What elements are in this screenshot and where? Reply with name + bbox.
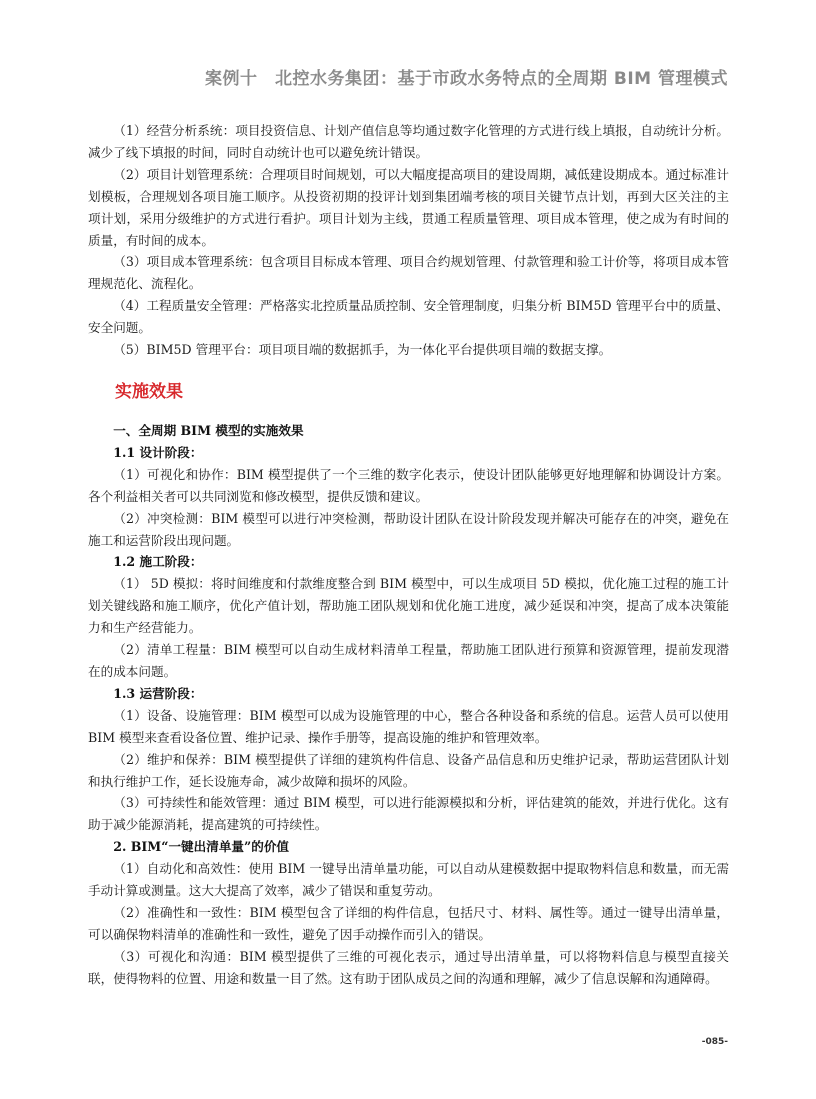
paragraph: （3）可视化和沟通：BIM 模型提供了三维的可视化表示，通过导出清单量，可以将物料信息与模型直接关联，使得物料的位置、用途和数量一目了然。这有助于团队成员之间的沟通和理解，减少了信息误解和沟通障碍。: [88, 948, 729, 986]
paragraph: （2）维护和保养：BIM 模型提供了详细的建筑构件信息、设备产品信息和历史维护记录，帮助运营团队计划和执行维护工作，延长设施寿命，减少故障和损坏的风险。: [88, 751, 729, 789]
page-number: -085-: [701, 1037, 728, 1047]
paragraph: （1）可视化和协作：BIM 模型提供了一个三维的数字化表示，使设计团队能够更好地理解和协调设计方案。各个利益相关者可以共同浏览和修改模型，提供反馈和建议。: [88, 466, 729, 504]
subsection-heading: 1.1 设计阶段：: [113, 444, 203, 460]
subsection-heading: 一、全周期 BIM 模型的实施效果: [113, 423, 304, 438]
paragraph: （1）自动化和高效性：使用 BIM 一键导出清单量功能，可以自动从建模数据中提取物料信息和数量，而无需手动计算或测量。这大大提高了效率，减少了错误和重复劳动。: [88, 861, 729, 899]
paragraph: （2）清单工程量：BIM 模型可以自动生成材料清单工程量，帮助施工团队进行预算和资源管理，提前发现潜在的成本问题。: [88, 642, 729, 679]
intro-block: [88, 120, 729, 361]
section-title: 实施效果: [115, 382, 183, 402]
paragraph: （1）经营分析系统：项目投资信息、计划产值信息等均通过数字化管理的方式进行线上填报，自动统计分析。减少了线下填报的时间，同时自动统计也可以避免统计错误。: [88, 123, 729, 160]
effects-block: [88, 420, 729, 990]
paragraph: （3）可持续性和能效管理：通过 BIM 模型，可以进行能源模拟和分析，评估建筑的能效，并进行优化。这有助于减少能源消耗，提高建筑的可持续性。: [88, 795, 729, 833]
paragraph: （3）项目成本管理系统：包含项目目标成本管理、项目合约规划管理、付款管理和验工计价等，将项目成本管理规范化、流程化。: [88, 254, 729, 292]
subsection-heading: 1.3 运营阶段：: [113, 685, 203, 701]
paragraph: （4）工程质量安全管理：严格落实北控质量品质控制、安全管理制度，归集分析 BIM5D 管理平台中的质量、安全问题。: [88, 298, 729, 336]
paragraph: （1） 5D 模拟：将时间维度和付款维度整合到 BIM 模型中，可以生成项目 5D 模拟，优化施工过程的施工计划关键线路和施工顺序，优化产值计划，帮助施工团队规划和优化施工进度，减少延误和冲突，提高了成本决策能力和生产经营能力。: [88, 576, 729, 636]
paragraph: （2）准确性和一致性：BIM 模型包含了详细的构件信息，包括尺寸、材料、属性等。通过一键导出清单量，可以确保物料清单的准确性和一致性，避免了因手动操作而引入的错误。: [88, 904, 729, 942]
paragraph: （5）BIM5D 管理平台：项目项目端的数据抓手，为一体化平台提供项目端的数据支撑。: [113, 342, 612, 358]
subsection-heading: 1.2 施工阶段：: [113, 554, 203, 570]
running-header: 案例十 北控水务集团：基于市政水务特点的全周期 BIM 管理模式: [204, 69, 728, 89]
paragraph: （2）项目计划管理系统：合理项目时间规划，可以大幅度提高项目的建设周期，减低建设期成本。通过标准计划模板，合理规划各项目施工顺序。从投资初期的投评计划到集团端考核的项目关键节点计划，再到大区关注的主项计划，采用分级维护的方式进行看护。项目计划为主线，贯通工程质量管理、项目成本管理，使之成为有时间的质量，有时间的成本。: [88, 166, 729, 248]
paragraph: （2）冲突检测：BIM 模型可以进行冲突检测，帮助设计团队在设计阶段发现并解决可能存在的冲突，避免在施工和运营阶段出现问题。: [88, 510, 729, 548]
subsection-heading: 2. BIM“一键出清单量”的价值: [113, 839, 290, 855]
paragraph: （1）设备、设施管理：BIM 模型可以成为设施管理的中心，整合各种设备和系统的信息。运营人员可以使用 BIM 模型来查看设备位置、维护记录、操作手册等，提高设施的维护和管理效率。: [88, 707, 729, 745]
